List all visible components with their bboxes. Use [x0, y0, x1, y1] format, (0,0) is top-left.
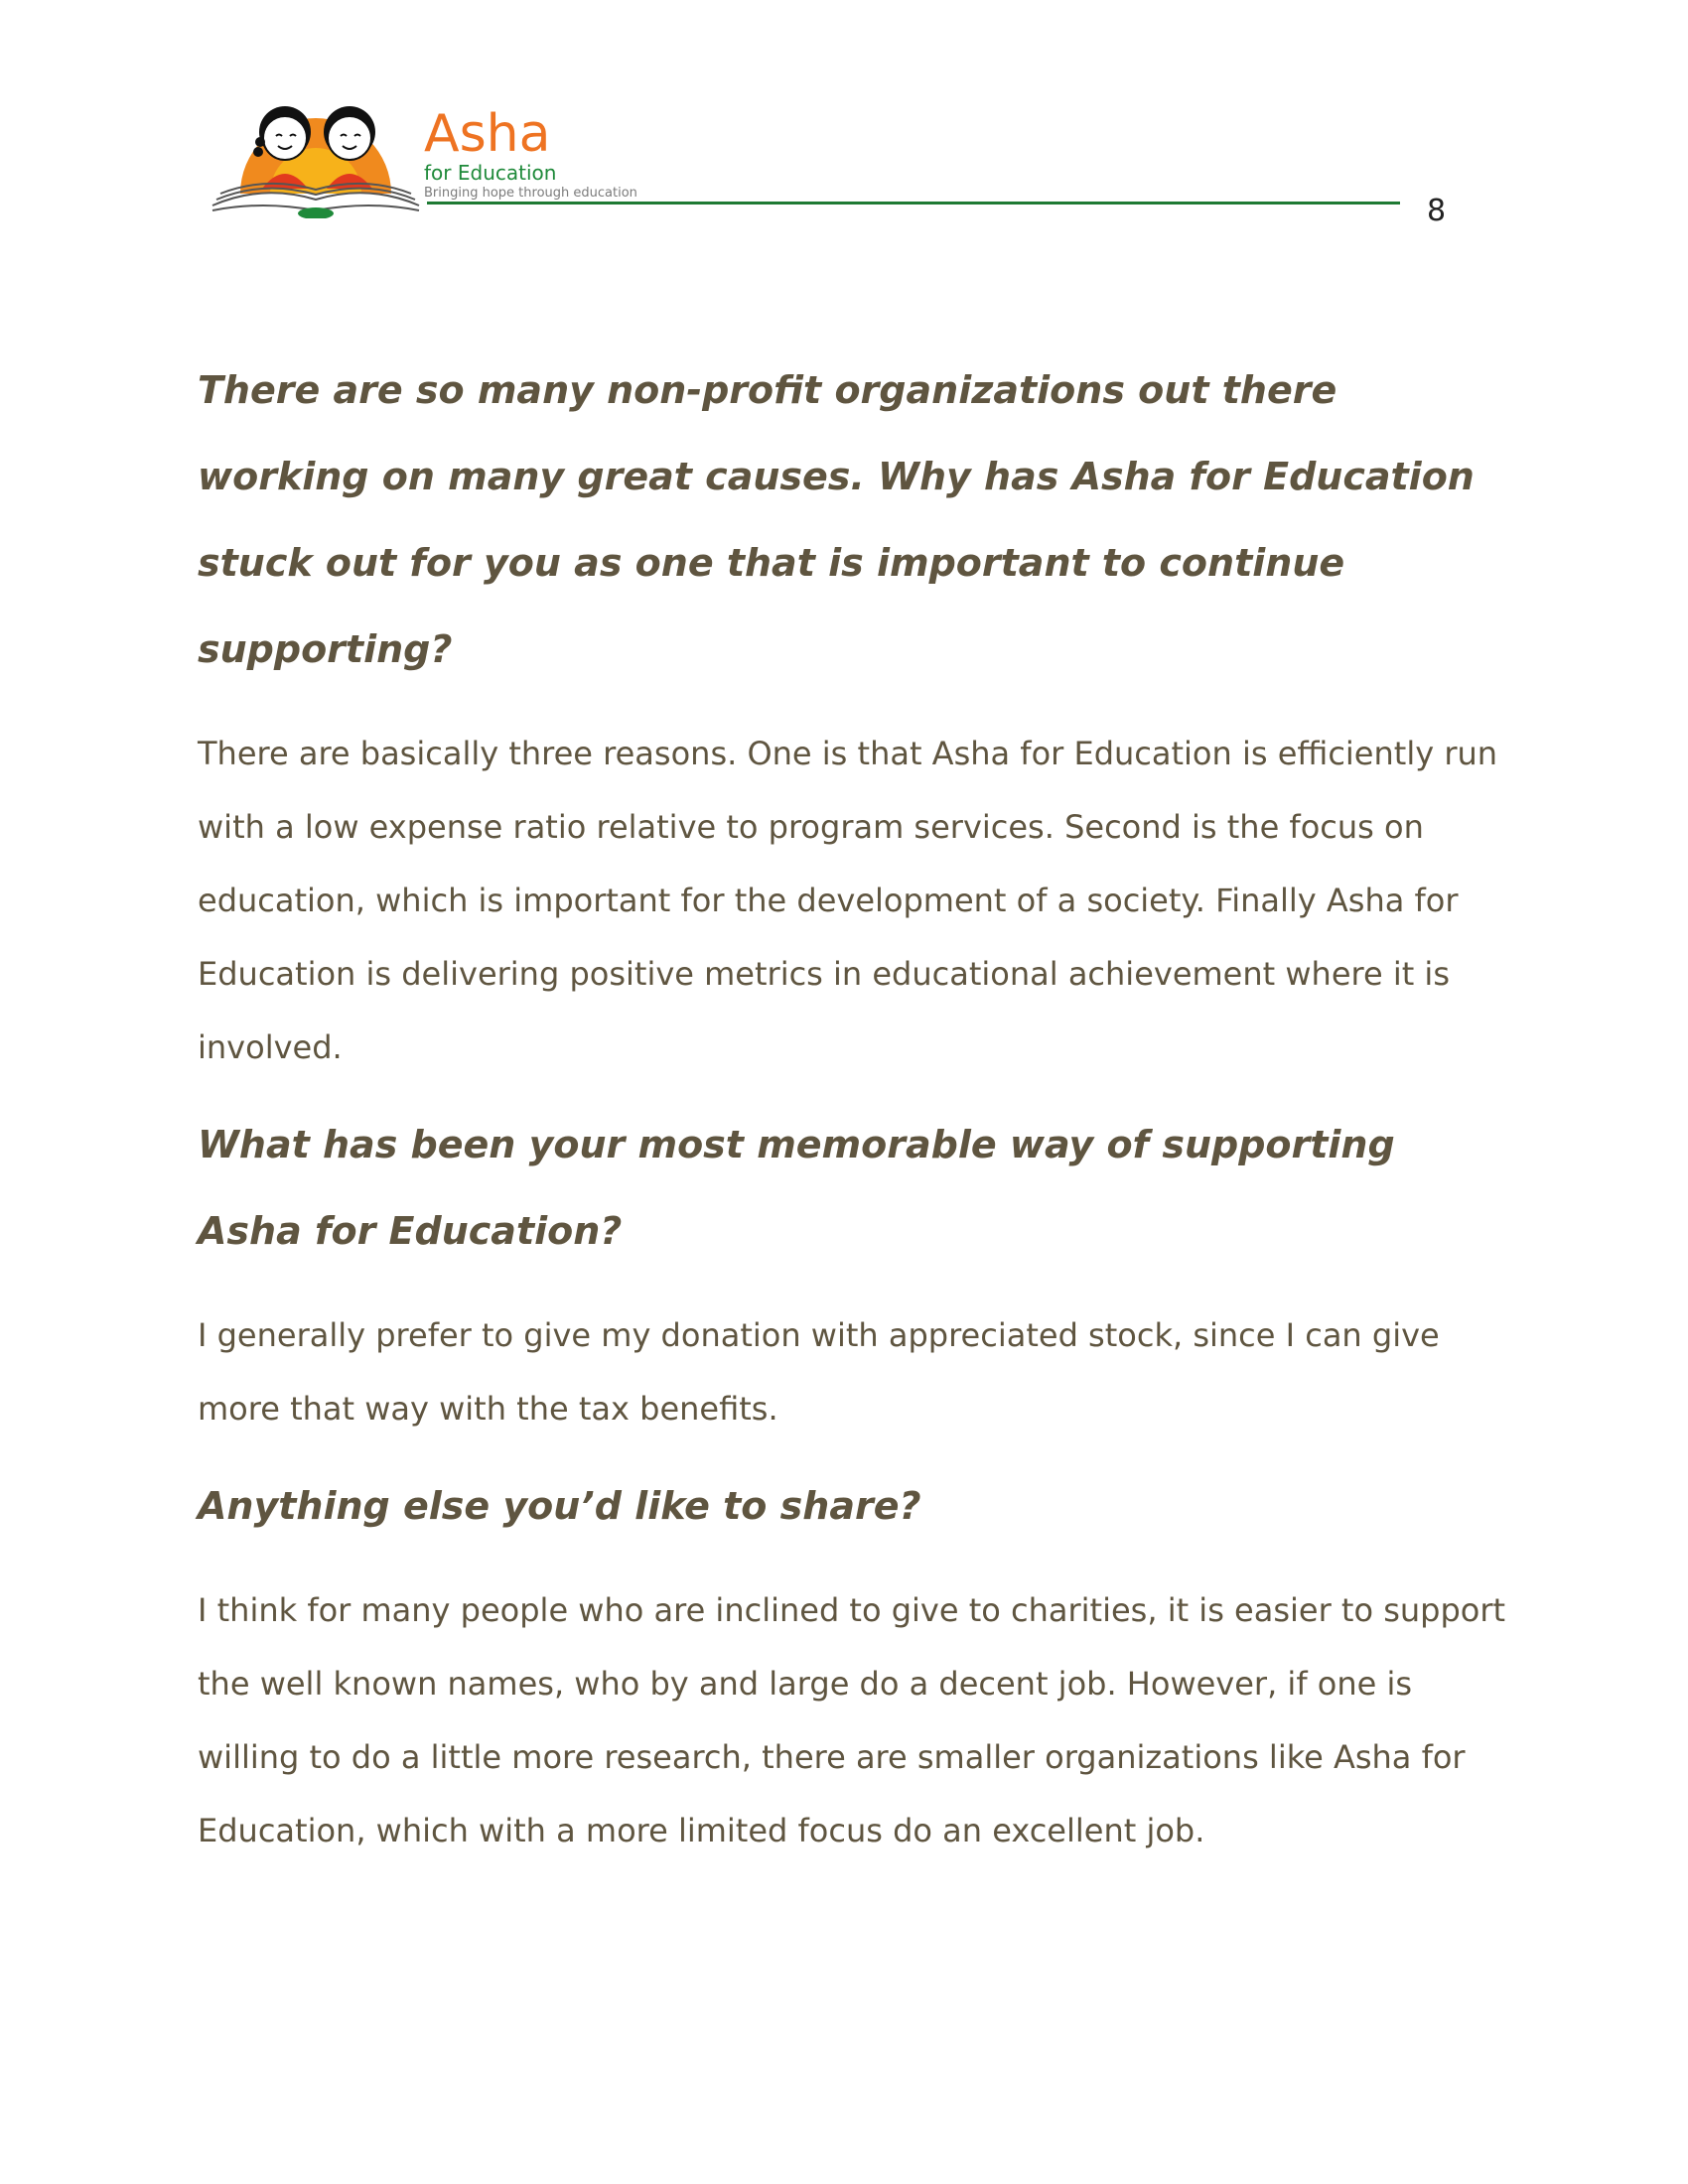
brand-subtitle: for Education [424, 161, 557, 185]
answer-1: There are basically three reasons. One is that Asha for Education is efficiently run with a low expense ratio relative to program services. Second is the focus on education, which is important for the development of a society. Finally Asha for Education is delivering positive metrics in educational achievement where it is involved. [198, 735, 1498, 1066]
question-3: Anything else you’d like to share? [198, 1484, 921, 1528]
header-divider [427, 202, 1400, 205]
brand-block [424, 106, 637, 202]
page-number: 8 [1427, 194, 1447, 228]
brand-name: Asha [424, 104, 551, 164]
answer-3: I think for many people who are inclined to give to charities, it is easier to support the well known names, who by and large do a decent job. However, if one is willing to do a little more research, there are smaller organizations like Asha for Education, which with a more limited focus do an excellent job. [198, 1591, 1506, 1849]
asha-logo-icon [211, 94, 421, 218]
answer-2: I generally prefer to give my donation with appreciated stock, since I can give more that way with the tax benefits. [198, 1316, 1440, 1428]
brand-tagline: Bringing hope through education [424, 186, 637, 201]
question-1: There are so many non-profit organizations out there working on many great causes. Why has Asha for Education stuck out for you as one that is important to continue supporting? [198, 368, 1475, 671]
question-2: What has been your most memorable way of supporting Asha for Education? [198, 1123, 1395, 1253]
page-header [211, 94, 1462, 243]
interview-content [198, 347, 1508, 1867]
